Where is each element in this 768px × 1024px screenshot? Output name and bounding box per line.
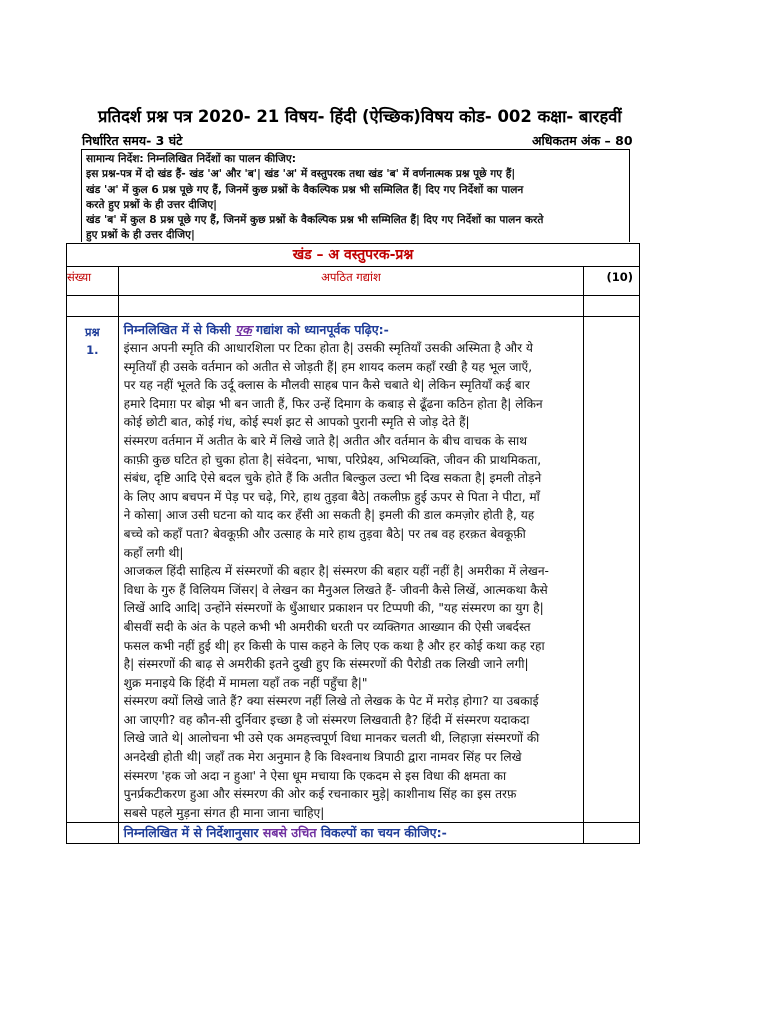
passage-line: कोई छोटी बात, कोई गंध, कोई स्पर्श झट से आपको पुरानी स्मृति से जोड़ देते हैं| [123,415,470,430]
column-topic-header: अपठित गद्यांश [118,267,584,296]
passage-line: फसल कभी नहीं हुई थी| हर किसी के पास कहने के लिए एक कथा है और हर कोई कथा कह रहा [123,638,545,653]
time-allowed: निर्धारित समय- 3 घंटे [82,133,183,148]
passage-line: संबंध, दृष्टि आदि ऐसे बदल चुके होते हैं कि अतीत बिल्कुल उल्टा भी दिख सकता है| इमली तोड़ने [123,471,542,486]
section-title: खंड – अ वस्तुपरक-प्रश्न [67,244,640,267]
instruction-line: करते हुए प्रश्नों के ही उत्तर दीजिए| [86,198,218,211]
column-number-header: संख्या [67,267,119,296]
mcq-instruction: निम्नलिखित में से निर्देशानुसार सबसे उचित विकल्पों का चयन कीजिए:- [118,823,584,844]
passage-line: संस्मरण क्यों लिखे जाते हैं? क्या संस्मरण नहीं लिखे तो लेखक के पेट में मरोड़ होगा? या उबकाई [123,694,539,709]
passage-line: कहाँ लगी थी| [123,545,184,560]
question-number-cell [67,317,119,823]
passage-line: है| संस्मरणों की बाढ़ से अमरीकी इतने दुखी हुए कि संस्मरणों की पैरोडी तक लिखी जाने लगी| [123,657,529,672]
instruction-line: सामान्य निर्देश: निम्नलिखित निर्देशों का पालन कीजिए: [86,153,296,165]
paper-title: प्रतिदर्श प्रश्न पत्र 2020- 21 विषय- हिंदी (ऐच्छिक)विषय कोड- 002 कक्षा- बारहवीं [98,107,622,126]
passage-line: आजकल हिंदी साहित्य में संस्मरणों की बहार है| संस्मरण की बहार यहीं नहीं है| अमरीका में लेखन- [123,564,549,579]
question-heading: निम्नलिखित में से किसी एक गद्यांश को ध्यानपूर्वक पढ़िए:- [123,322,389,337]
passage-line: पुनर्प्रकटीकरण हुआ और संस्मरण की ओर कई रचनाकार मुड़े| काशीनाथ सिंह का इस तरफ़ [123,787,517,802]
instruction-line: खंड 'ब' में कुल 8 प्रश्न पूछे गए हैं, जिनमें कुछ प्रश्नों के वैकल्पिक प्रश्न भी सम्मिलित हैं| दिए गए निर्देशों का पालन करते [86,214,544,227]
passage-line: ने कोसा| आज उसी घटना को याद कर हँसी आ सकती है| इमली की डाल कमज़ोर होती है, यह [123,508,535,523]
passage-line: हमारे दिमाग़ पर बोझ भी बन जाती हैं, फिर उन्हें दिमाग के कबाड़ से ढूँढना कठिन होता है| लेकिन [123,396,543,411]
passage-line: के लिए आप बचपन में पेड़ पर चढ़े, गिरे, हाथ तुड़वा बैठे| तकलीफ़ हुई ऊपर से पिता ने पीटा, माँ [123,489,540,504]
passage-line: लिखे जाते थे| आलोचना भी उसे एक अमहत्त्वपूर्ण विधा मानकर चलती थी, लिहाज़ा संस्मरणों की [123,731,540,746]
max-marks: अधिकतम अंक – 80 [532,133,633,148]
passage-line: विधा के गुरु हैं विलियम जिंसर| वे लेखन का मैनुअल लिखते हैं- जीवनी कैसे लिखें, आत्मकथा कैसे [123,582,548,597]
marks-cell [584,317,640,823]
passage-line: संस्मरण 'हक जो अदा न हुआ' ने ऐसा धूम मचाया कि एकदम से इस विधा की क्षमता का [123,768,507,783]
passage-line: संस्मरण वर्तमान में अतीत के बारे में लिखे जाते है| अतीत और वर्तमान के बीच वाचक के साथ [123,433,527,448]
passage-line: इंसान अपनी स्मृति की आधारशिला पर टिका होता है| उसकी स्मृतियाँ उसकी अस्मिता है और ये [123,341,533,355]
passage-line: अनदेखी होती थी| जहाँ तक मेरा अनुमान है कि विश्वनाथ त्रिपाठी द्वारा नामवर सिंह पर लिखे [123,750,522,765]
passage-line: शुक्र मनाइये कि हिंदी में मामला यहाँ तक नहीं पहुँचा है|" [123,675,368,690]
section-marks: (10) [584,267,640,296]
passage-line: सबसे पहले मुड़ना संगत ही माना जाना चाहिए| [123,805,325,820]
instruction-line: हुए प्रश्नों के ही उत्तर दीजिए| [86,229,195,242]
passage-line: लिखें आदि आदि| उन्होंने संस्मरणों के धुँआधार प्रकाशन पर टिप्पणी की, "यह संस्मरण का युग है| [123,601,544,616]
question-table [66,243,640,844]
general-instructions [81,149,630,242]
instruction-line: खंड 'अ' में कुल 6 प्रश्न पूछे गए हैं, जिनमें कुछ प्रश्नों के वैकल्पिक प्रश्न भी सम्मिलित हैं| दिए गए निर्देशों का पालन [86,183,524,196]
passage-line: स्मृतियाँ ही उसके वर्तमान को अतीत से जोड़ती हैं| हम शायद कलम कहाँ रखी है यह भूल जाएँ, [123,359,533,374]
passage-line: पर यह नहीं भूलते कि उर्दू क्लास के मौलवी साहब पान कैसे चबाते थे| लेकिन स्मृतियाँ कई बार [123,378,530,393]
passage-line: काफ़ी कुछ घटित हो चुका होता है| संवेदना, भाषा, परिप्रेक्ष्य, अभिव्यक्ति, जीवन की प्राथमिकता, [123,452,542,467]
question-number: 1. [86,343,99,357]
instruction-line: इस प्रश्न-पत्र में दो खंड हैं- खंड 'अ' और 'ब'| खंड 'अ' में वस्तुपरक तथा खंड 'ब' में वर्णनात्मक प्रश्न पूछे गए हैं| [86,168,516,181]
emphasis-ek: एक [235,322,252,337]
question-label: प्रश्न [84,325,100,339]
passage-line: बीसवीं सदी के अंत के पहले कभी भी अमरीकी धरती पर व्यक्तिगत आख्यान की ऐसी जबर्दस्त [123,619,531,634]
passage-line: बच्चे को कहाँ पता? बेवकूफ़ी और उत्साह के मारे हाथ तुड़वा बैठे| पर तब वह हरक़त बेवकूफ़ी [123,526,526,541]
question-body [118,317,584,823]
passage-text [124,339,581,822]
passage-line: आ जाएगी? वह कौन-सी दुर्निवार इच्छा है जो संस्मरण लिखवाती है? हिंदी में संस्मरण यदाकदा [123,712,530,727]
